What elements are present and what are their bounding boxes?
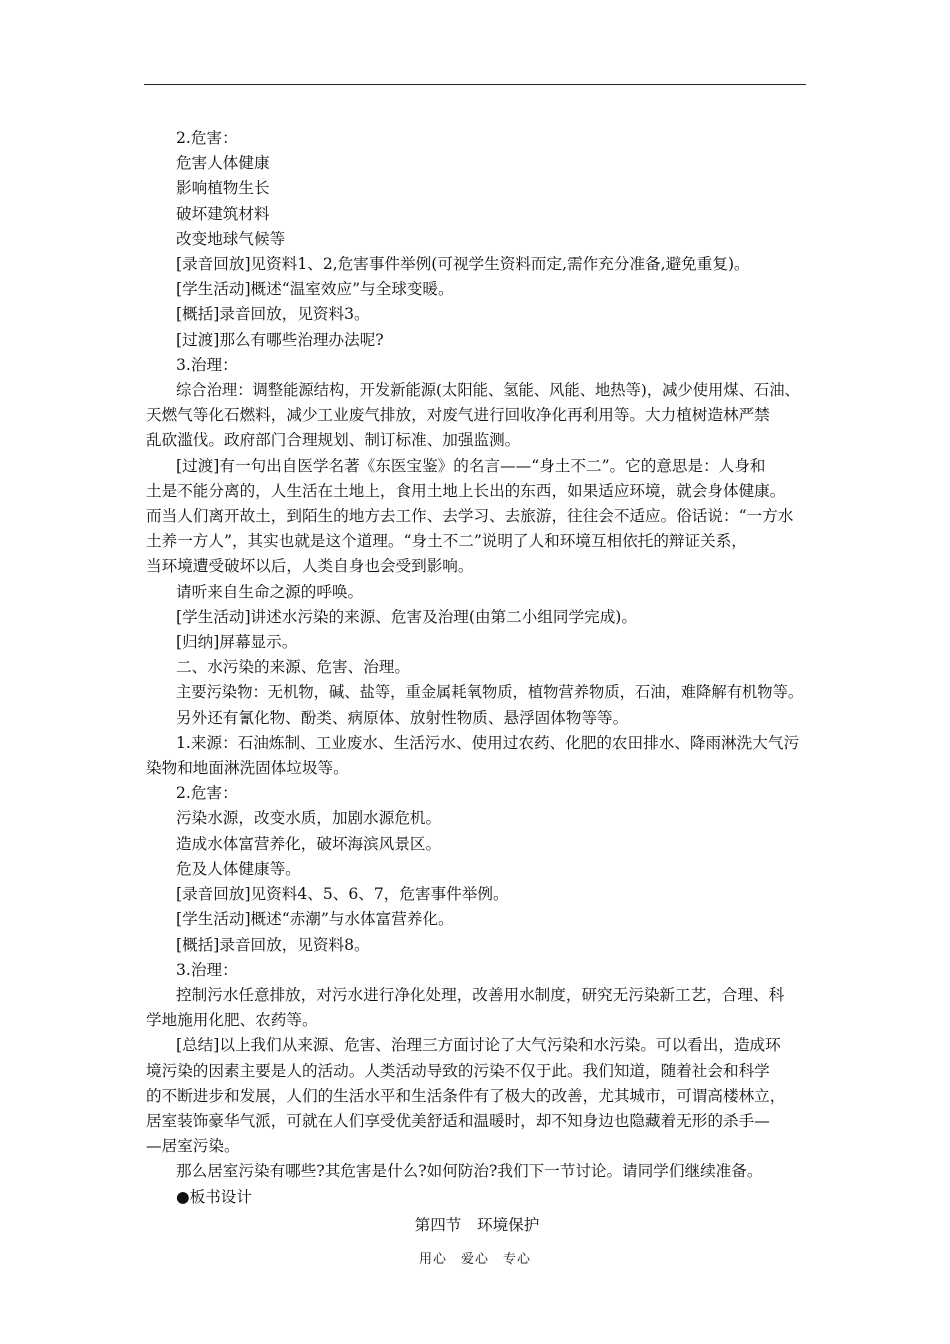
text-line: 的不断进步和发展，人们的生活水平和生活条件有了极大的改善，尤其城市，可谓高楼林立， [146, 1086, 786, 1105]
text-line: [学生活动]讲述水污染的来源、危害及治理(由第二小组同学完成)。 [176, 607, 637, 626]
text-line: [归纳]屏幕显示。 [176, 633, 298, 652]
section-title: 第四节 环境保护 [414, 1215, 540, 1234]
text-line: 污染水源，改变水质，加剧水源危机。 [176, 809, 442, 828]
text-line: 3.治理： [176, 355, 238, 374]
text-line: 2.危害： [176, 784, 238, 803]
text-line: 影响植物生长 [176, 179, 270, 198]
text-line: [学生活动]概述“温室效应”与全球变暖。 [176, 280, 454, 299]
text-line: 当环境遭受破坏以后，人类自身也会受到影响。 [146, 557, 474, 576]
text-line: 土养一方人”，其实也就是这个道理。“身土不二”说明了人和环境互相依托的辩证关系， [146, 532, 747, 551]
text-line: 3.治理： [176, 960, 238, 979]
text-line: 天燃气等化石燃料，减少工业废气排放，对废气进行回收净化再利用等。大力植树造林严禁 [146, 406, 770, 425]
text-line: [过渡]有一句出自医学名著《东医宝鉴》的名言——“身土不二”。它的意思是：人身和 [176, 456, 766, 475]
text-line: 改变地球气候等 [176, 229, 286, 248]
text-line: [录音回放]见资料1、2,危害事件举例(可视学生资料而定,需作充分准备,避免重复)。 [176, 255, 750, 274]
document-body [146, 126, 808, 1238]
text-line: 土是不能分离的，人生活在土地上，食用土地上长出的东西，如果适应环境，就会身体健康。 [146, 481, 786, 500]
text-line: 1.来源：石油炼制、工业废水、生活污水、使用过农药、化肥的农田排水、降雨淋洗大气污 [176, 733, 800, 752]
text-line: 另外还有氰化物、酚类、病原体、放射性物质、悬浮固体物等等。 [176, 708, 629, 727]
text-line: [概括]录音回放，见资料8。 [176, 935, 370, 954]
text-line: 请听来自生命之源的呼唤。 [176, 582, 364, 601]
header-rule [144, 84, 806, 85]
text-line: 造成水体富营养化，破坏海滨风景区。 [176, 834, 442, 853]
text-line: [概括]录音回放，见资料3。 [176, 305, 370, 324]
text-line: 危害人体健康 [176, 154, 270, 173]
text-line: ●板书设计 [176, 1187, 252, 1206]
text-line: 综合治理：调整能源结构，开发新能源(太阳能、氢能、风能、地热等)，减少使用煤、石油、 [176, 381, 800, 400]
text-line: 危及人体健康等。 [176, 859, 301, 878]
text-line: 境污染的因素主要是人的活动。人类活动导致的污染不仅于此。我们知道，随着社会和科学 [146, 1061, 770, 1080]
page-footer: 用心 爱心 专心 [418, 1252, 531, 1267]
text-line: 居室装饰豪华气派，可就在人们享受优美舒适和温暖时，却不知身边也隐藏着无形的杀手— [146, 1111, 770, 1130]
text-line: 那么居室污染有哪些?其危害是什么?如何防治?我们下一节讨论。请同学们继续准备。 [176, 1162, 763, 1181]
text-line: —居室污染。 [146, 1137, 240, 1156]
text-line: 学地施用化肥、农药等。 [146, 1011, 318, 1030]
text-line: 染物和地面淋洗固体垃圾等。 [146, 759, 349, 778]
text-line: 2.危害： [176, 129, 238, 147]
text-line: 控制污水任意排放，对污水进行净化处理，改善用水制度，研究无污染新工艺，合理、科 [176, 985, 785, 1004]
text-line: [总结]以上我们从来源、危害、治理三方面讨论了大气污染和水污染。可以看出，造成环 [176, 1036, 781, 1055]
text-line: [过渡]那么有哪些治理办法呢? [176, 330, 384, 349]
text-line: [录音回放]见资料4、5、6、7，危害事件举例。 [176, 885, 509, 904]
text-line: 破坏建筑材料 [176, 204, 270, 223]
text-line: 二、水污染的来源、危害、治理。 [176, 658, 410, 677]
text-line: 主要污染物：无机物，碱、盐等，重金属耗氧物质，植物营养物质，石油，难降解有机物等。 [176, 683, 804, 702]
text-line: 而当人们离开故土，到陌生的地方去工作、去学习、去旅游，往往会不适应。俗话说：“一方水 [146, 507, 794, 526]
text-line: [学生活动]概述“赤潮”与水体富营养化。 [176, 910, 454, 929]
text-line: 乱砍滥伐。政府部门合理规划、制订标准、加强监测。 [146, 431, 521, 450]
